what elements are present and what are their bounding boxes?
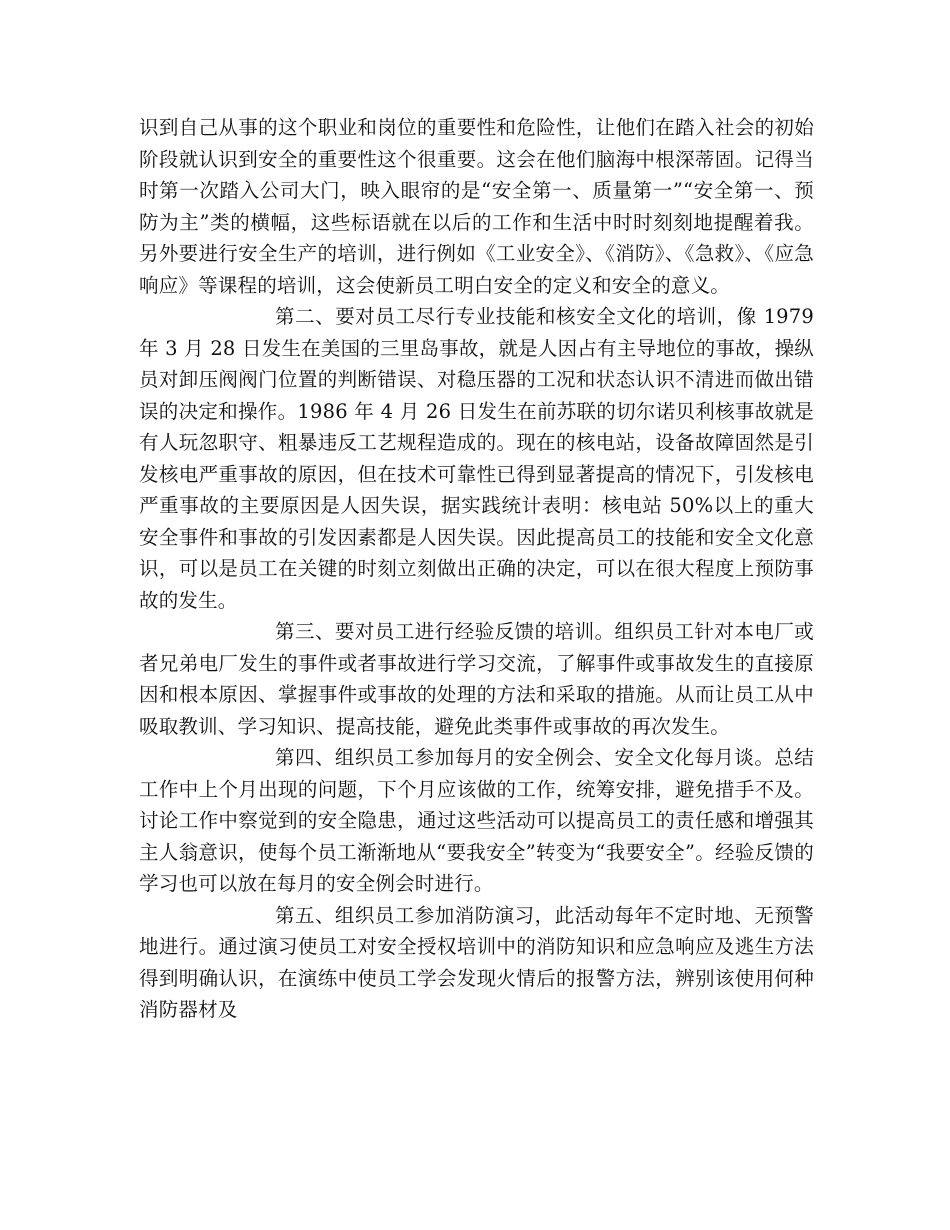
paragraph-1: 识到自己从事的这个职业和岗位的重要性和危险性，让他们在踏入社会的初始阶段就认识到安全的重要性这个很重要。这会在他们脑海中根深蒂固。记得当时第一次踏入公司大门，映入眼帘的是“安全第一、质量第一”“安全第一、预防为主”类的横幅，这些标语就在以后的工作和生活中时时刻刻地提醒着我。另外要进行安全生产的培训，进行例如《工业安全》、《消防》、《急救》、《应急响应》等课程的培训，这会使新员工明白安全的定义和安全的意义。	[139, 116, 814, 297]
paragraph-4: 第四、组织员工参加每月的安全例会、安全文化每月谈。总结工作中上个月出现的问题，下个月应该做的工作，统筹安排，避免措手不及。讨论工作中察觉到的安全隐患，通过这些活动可以提高员工的责任感和增强其主人翁意识，使每个员工渐渐地从“要我安全”转变为“我要安全”。经验反馈的学习也可以放在每月的安全例会时进行。	[139, 746, 814, 895]
paragraph-3: 第三、要对员工进行经验反馈的培训。组织员工针对本电厂或者兄弟电厂发生的事件或者事故进行学习交流，了解事件或事故发生的直接原因和根本原因、掌握事件或事故的处理的方法和采取的措施。从而让员工从中吸取教训、学习知识、提高技能，避免此类事件或事故的再次发生。	[139, 620, 814, 738]
body-text	[139, 112, 814, 1026]
paragraph-2: 第二、要对员工尽行专业技能和核安全文化的培训，像 1979 年 3 月 28 日发生在美国的三里岛事故，就是人因占有主导地位的事故，操纵员对卸压阀阀门位置的判断错误、对稳压器的工况和状态认识不清进而做出错误的决定和操作。1986 年 4 月 26 日发生在前苏联的切尔诺贝利核事故就是有人玩忽职守、粗暴违反工艺规程造成的。现在的核电站，设备故障固然是引发核电严重事故的原因，但在技术可靠性已得到显著提高的情况下，引发核电严重事故的主要原因是人因失误，据实践统计表明：核电站 50%以上的重大安全事件和事故的引发因素都是人因失误。因此提高员工的技能和安全文化意识，可以是员工在关键的时刻立刻做出正确的决定，可以在很大程度上预防事故的发生。	[139, 305, 814, 612]
paragraph-5: 第五、组织员工参加消防演习，此活动每年不定时地、无预警地进行。通过演习使员工对安全授权培训中的消防知识和应急响应及逃生方法得到明确认识，在演练中使员工学会发现火情后的报警方法，辨别该使用何种消防器材及	[139, 903, 814, 1021]
